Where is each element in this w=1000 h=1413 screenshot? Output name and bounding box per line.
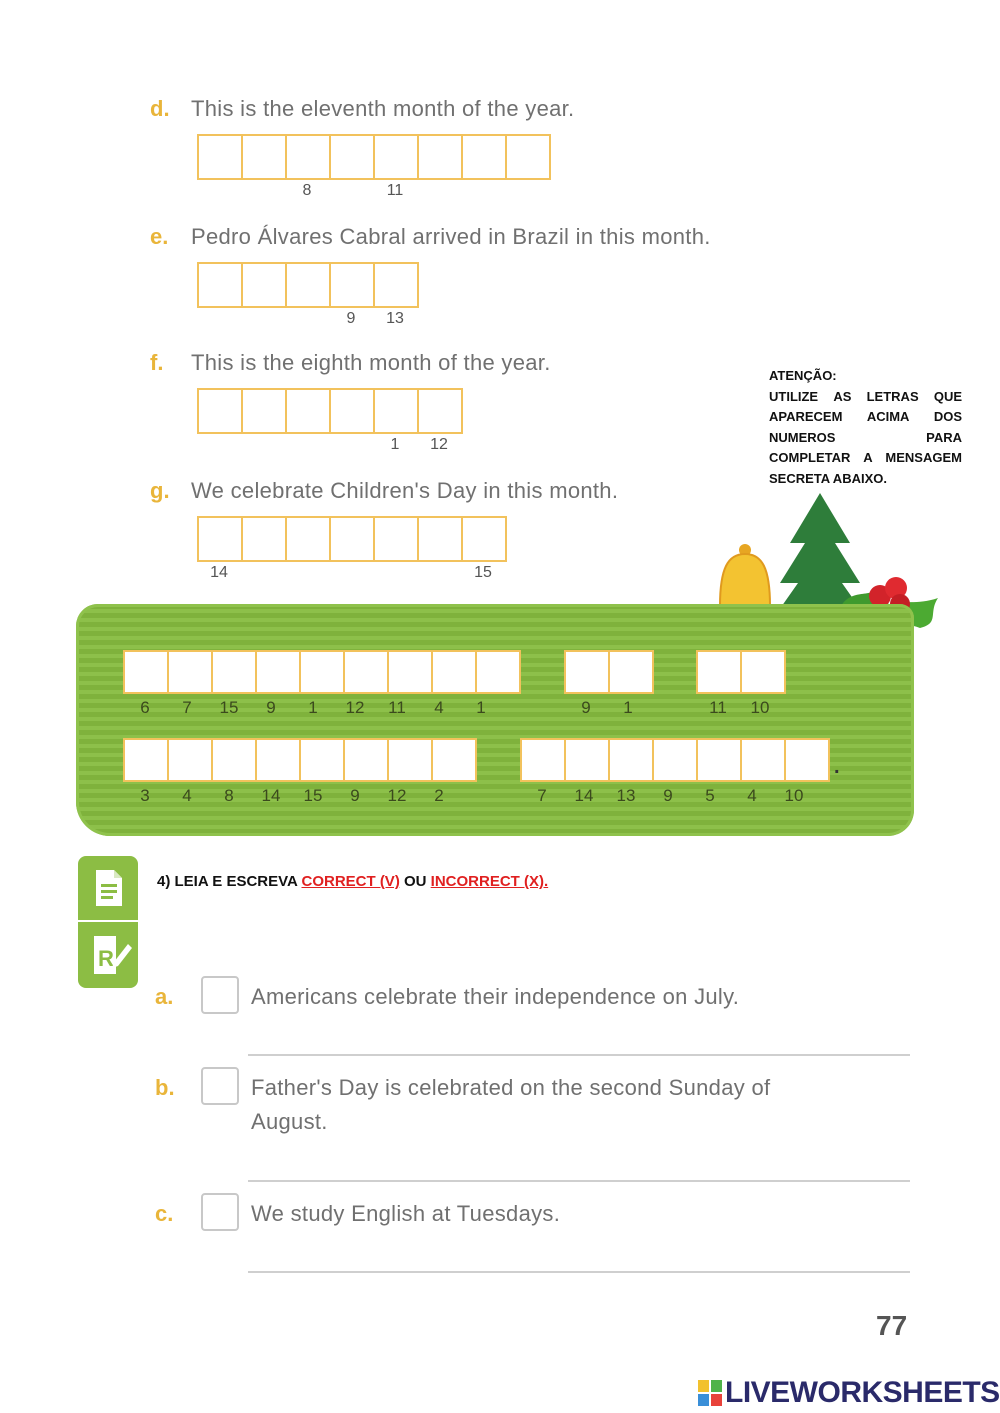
letter-box[interactable] <box>373 262 419 308</box>
svg-text:R: R <box>98 946 114 971</box>
exercise-4-middle: OU <box>399 873 431 890</box>
question-letter: d. <box>150 96 170 121</box>
instruction-note <box>769 366 962 489</box>
secret-word-boxes <box>520 738 830 782</box>
secret-number: 14 <box>261 786 281 805</box>
note-line: UTILIZE AS LETRAS QUE <box>769 388 962 404</box>
statement-letter: a. <box>155 984 174 1009</box>
answer-boxes <box>197 134 551 180</box>
secret-number: 10 <box>784 786 804 805</box>
letter-box[interactable] <box>417 134 463 180</box>
secret-letter-box[interactable] <box>696 738 742 782</box>
secret-letter-box[interactable] <box>211 738 257 782</box>
secret-letter-box[interactable] <box>343 650 389 694</box>
letter-box[interactable] <box>285 388 331 434</box>
letter-box[interactable] <box>197 388 243 434</box>
secret-number: 14 <box>574 786 594 805</box>
secret-number: 12 <box>345 698 365 717</box>
edit-icon <box>78 922 138 988</box>
letter-box[interactable] <box>197 262 243 308</box>
letter-box[interactable] <box>373 516 419 562</box>
statement-letter: c. <box>155 1201 174 1226</box>
secret-letter-box[interactable] <box>564 650 610 694</box>
secret-letter-box[interactable] <box>211 650 257 694</box>
secret-number: 2 <box>434 786 444 805</box>
secret-number: 7 <box>537 786 547 805</box>
statement-text: Americans celebrate their independence on July. <box>251 984 740 1009</box>
secret-number: 4 <box>182 786 192 805</box>
letter-box[interactable] <box>241 516 287 562</box>
secret-number: 9 <box>663 786 673 805</box>
hint-number: 9 <box>346 310 356 327</box>
secret-letter-box[interactable] <box>608 650 654 694</box>
secret-number: 11 <box>709 698 727 717</box>
brand-logo-icon <box>698 1380 722 1406</box>
brand-logo <box>698 1376 1000 1410</box>
hint-number: 14 <box>210 564 228 581</box>
question-letter: f. <box>150 350 164 375</box>
letter-box[interactable] <box>329 262 375 308</box>
secret-number: 5 <box>705 786 715 805</box>
secret-number: 12 <box>387 786 407 805</box>
question-text: Pedro Álvares Cabral arrived in Brazil in this month. <box>191 224 711 249</box>
answer-boxes <box>197 516 507 562</box>
exercise-4-prefix: 4) LEIA E ESCREVA <box>157 873 302 890</box>
letter-box[interactable] <box>329 516 375 562</box>
secret-letter-box[interactable] <box>608 738 654 782</box>
question-letter: g. <box>150 478 170 503</box>
letter-box[interactable] <box>373 134 419 180</box>
statement-text: We study English at Tuesdays. <box>251 1201 561 1226</box>
letter-box[interactable] <box>461 516 507 562</box>
edit-tab[interactable] <box>78 922 138 988</box>
note-line: NUMEROS PARA <box>769 429 962 445</box>
brand-name: LIVEWORKSHEETS <box>725 1376 1000 1409</box>
secret-letter-box[interactable] <box>255 650 301 694</box>
secret-letter-box[interactable] <box>123 650 169 694</box>
hint-number: 12 <box>430 436 448 453</box>
secret-number: 6 <box>140 698 150 717</box>
secret-number: 13 <box>616 786 636 805</box>
secret-word-boxes <box>123 738 477 782</box>
secret-letter-box[interactable] <box>740 650 786 694</box>
hint-number: 1 <box>390 436 400 453</box>
secret-letter-box[interactable] <box>520 738 566 782</box>
secret-letter-box[interactable] <box>167 650 213 694</box>
secret-letter-box[interactable] <box>123 738 169 782</box>
secret-number: 11 <box>388 698 406 717</box>
answer-checkbox[interactable] <box>201 1067 239 1105</box>
document-icon <box>78 856 138 920</box>
page-number: 77 <box>876 1310 908 1341</box>
secret-letter-box[interactable] <box>740 738 786 782</box>
question-text: We celebrate Children's Day in this month. <box>191 478 619 503</box>
question-text: This is the eleventh month of the year. <box>191 96 575 121</box>
hint-number: 15 <box>474 564 492 581</box>
letter-box[interactable] <box>197 516 243 562</box>
letter-box[interactable] <box>197 134 243 180</box>
correct-label: CORRECT (V) <box>301 873 400 890</box>
secret-number: 3 <box>140 786 150 805</box>
secret-number: 7 <box>182 698 192 717</box>
answer-line[interactable] <box>248 1054 910 1056</box>
secret-number: 8 <box>224 786 234 805</box>
letter-box[interactable] <box>417 388 463 434</box>
secret-number: 1 <box>308 698 318 717</box>
secret-letter-box[interactable] <box>255 738 301 782</box>
incorrect-label: INCORRECT (X). <box>430 873 549 890</box>
secret-letter-box[interactable] <box>475 650 521 694</box>
secret-number: 10 <box>750 698 770 717</box>
hint-number: 13 <box>386 310 404 327</box>
answer-boxes <box>197 388 463 434</box>
secret-number: 9 <box>266 698 276 717</box>
letter-box[interactable] <box>461 134 507 180</box>
document-tab[interactable] <box>78 856 138 920</box>
letter-box[interactable] <box>241 262 287 308</box>
answer-line[interactable] <box>248 1180 910 1182</box>
secret-number: 1 <box>623 698 633 717</box>
secret-letter-box[interactable] <box>696 650 742 694</box>
letter-box[interactable] <box>417 516 463 562</box>
question-text: This is the eighth month of the year. <box>191 350 551 375</box>
secret-number: 15 <box>219 698 239 717</box>
answer-checkbox[interactable] <box>201 976 239 1014</box>
secret-number: 15 <box>303 786 323 805</box>
secret-number: 4 <box>434 698 444 717</box>
answer-line[interactable] <box>248 1271 910 1273</box>
statement-text: August. <box>251 1109 328 1134</box>
secret-letter-box[interactable] <box>652 738 698 782</box>
answer-boxes <box>197 262 419 308</box>
secret-letter-box[interactable] <box>343 738 389 782</box>
letter-box[interactable] <box>285 516 331 562</box>
secret-word-boxes <box>696 650 786 694</box>
secret-letter-box[interactable] <box>431 738 477 782</box>
hint-number: 8 <box>302 182 312 199</box>
note-title: ATENÇÃO: <box>769 368 837 383</box>
secret-letter-box[interactable] <box>299 650 345 694</box>
statement-letter: b. <box>155 1075 175 1100</box>
note-line: SECRETA ABAIXO. <box>769 470 887 486</box>
letter-box[interactable] <box>241 134 287 180</box>
answer-checkbox[interactable] <box>201 1193 239 1231</box>
secret-letter-box[interactable] <box>299 738 345 782</box>
letter-box[interactable] <box>329 388 375 434</box>
question-letter: e. <box>150 224 169 249</box>
secret-letter-box[interactable] <box>431 650 477 694</box>
secret-letter-box[interactable] <box>387 650 433 694</box>
hint-number: 11 <box>386 182 404 199</box>
secret-letter-box[interactable] <box>784 738 830 782</box>
note-line: COMPLETAR A MENSAGEM <box>769 450 962 465</box>
secret-number: 9 <box>350 786 360 805</box>
secret-letter-box[interactable] <box>564 738 610 782</box>
secret-letter-box[interactable] <box>387 738 433 782</box>
letter-box[interactable] <box>241 388 287 434</box>
letter-box[interactable] <box>373 388 419 434</box>
secret-word-boxes <box>564 650 654 694</box>
letter-box[interactable] <box>505 134 551 180</box>
secret-number: 4 <box>747 786 757 805</box>
secret-letter-box[interactable] <box>167 738 213 782</box>
exercise-4-title <box>157 873 548 890</box>
secret-number: 9 <box>581 698 591 717</box>
letter-box[interactable] <box>329 134 375 180</box>
secret-number: 1 <box>476 698 486 717</box>
statement-text: Father's Day is celebrated on the second Sunday of <box>251 1075 771 1100</box>
secret-word-boxes <box>123 650 521 694</box>
letter-box[interactable] <box>285 134 331 180</box>
secret-period: . <box>834 756 840 778</box>
note-line: APARECEM ACIMA DOS <box>769 409 962 424</box>
letter-box[interactable] <box>285 262 331 308</box>
